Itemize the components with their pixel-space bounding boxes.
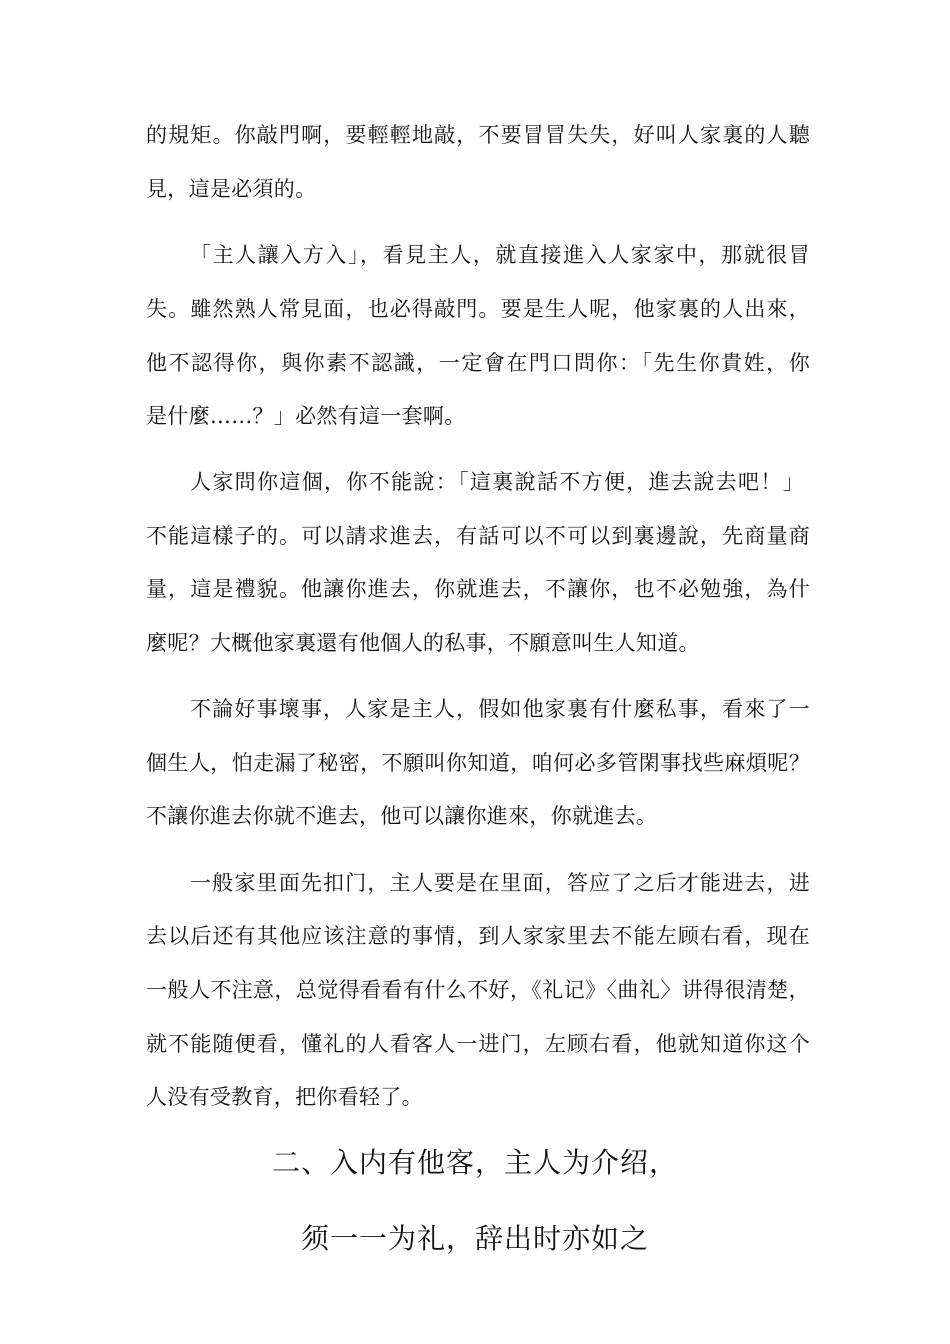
- paragraph-3-line-4: 麼呢？大概他家裏還有他個人的私事，不願意叫生人知道。: [146, 631, 700, 655]
- paragraph-2-line-4: 是什麼……？」必然有這一套啊。: [146, 404, 466, 428]
- paragraph-3-line-2: 不能這樣子的。可以請求進去，有話可以不可以到裏邊說，先商量商: [146, 524, 810, 548]
- section-heading-line-2: 须一一为礼，辞出时亦如之: [300, 1222, 649, 1255]
- paragraph-2-line-2: 失。雖然熟人常見面，也必得敲門。要是生人呢，他家裏的人出來，: [146, 297, 810, 321]
- paragraph-2-line-1: 「主人讓入方入」，看見主人，就直接進入人家家中，那就很冒: [190, 243, 810, 267]
- paragraph-2-line-3: 他不認得你，與你素不認識，一定會在門口問你：「先生你貴姓，你: [146, 351, 810, 375]
- paragraph-5-line-3: 一般人不注意，总觉得看看有什么不好，《礼记》〈曲礼〉讲得很清楚，: [146, 978, 810, 1002]
- paragraph-1-line-2: 見，這是必須的。: [146, 177, 317, 201]
- paragraph-4-line-3: 不讓你進去你就不進去，他可以讓你進來，你就進去。: [146, 804, 658, 828]
- paragraph-1-line-1: 的規矩。你敲門啊，要輕輕地敲，不要冒冒失失，好叫人家裏的人聽: [146, 123, 810, 147]
- section-heading-line-1: 二、入内有他客，主人为介绍，: [271, 1146, 678, 1179]
- paragraph-3-line-1: 人家問你這個，你不能說：「這裏說話不方便，進去說去吧！」: [190, 470, 804, 494]
- paragraph-5-line-2: 去以后还有其他应该注意的事情，到人家家里去不能左顾右看，现在: [146, 924, 810, 948]
- paragraph-5-line-1: 一般家里面先扣门，主人要是在里面，答应了之后才能进去，进: [190, 871, 810, 895]
- paragraph-3-line-3: 量，這是禮貌。他讓你進去，你就進去，不讓你，也不必勉強，為什: [146, 577, 810, 601]
- paragraph-4-line-2: 個生人，怕走漏了秘密，不願叫你知道，咱何必多管閑事找些麻煩呢？: [146, 751, 810, 775]
- paragraph-5-line-4: 就不能随便看，懂礼的人看客人一进门，左顾右看，他就知道你这个: [146, 1032, 810, 1056]
- paragraph-5-line-5: 人没有受教育，把你看轻了。: [146, 1085, 423, 1109]
- paragraph-4-line-1: 不論好事壞事，人家是主人，假如他家裏有什麼私事，看來了一: [190, 697, 810, 721]
